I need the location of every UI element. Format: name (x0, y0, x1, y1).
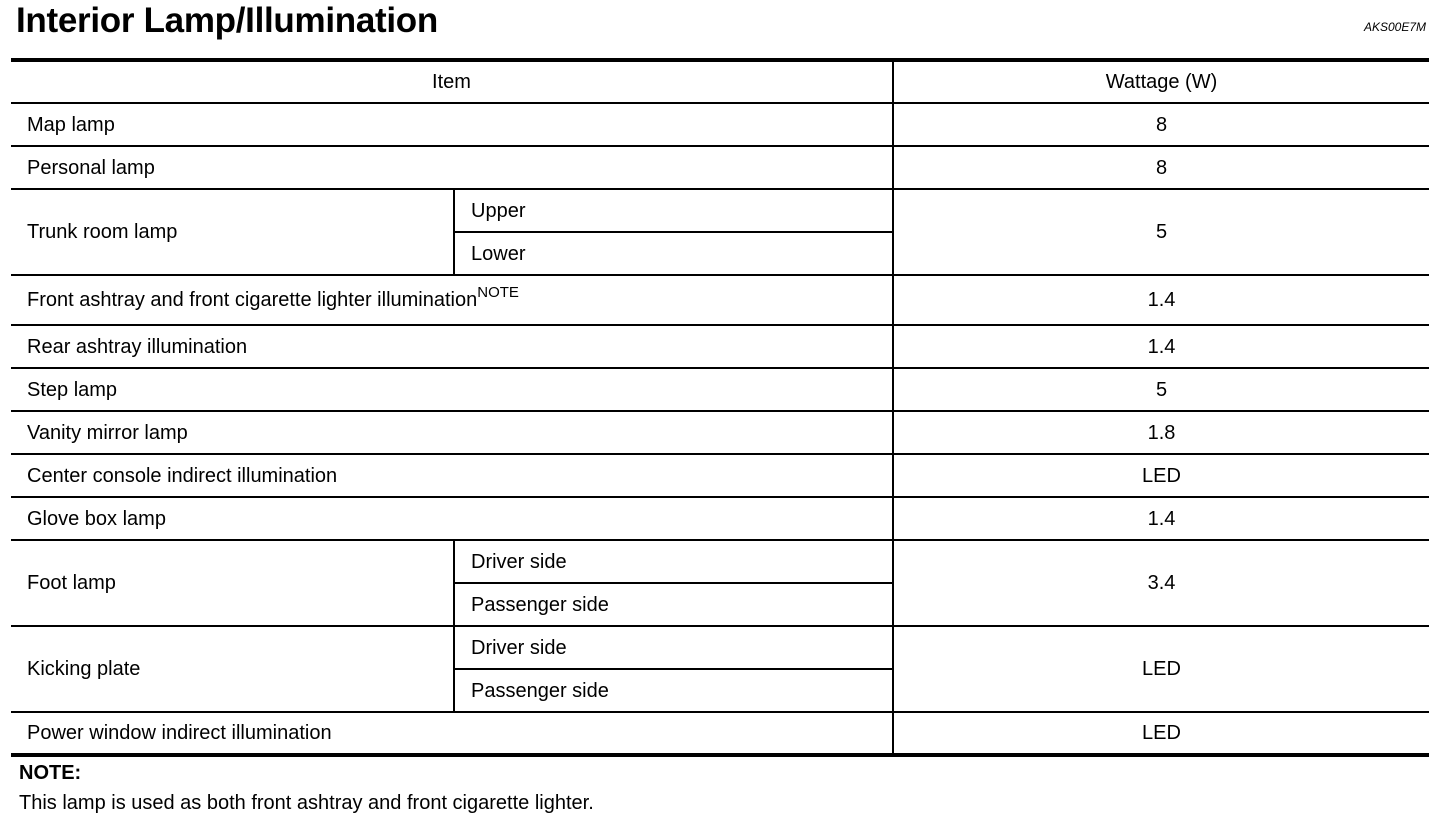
wattage-cell: LED (893, 454, 1429, 497)
item-cell: Vanity mirror lamp (11, 411, 893, 454)
sub-item-cell: Passenger side (454, 583, 893, 626)
table-row (11, 368, 1429, 411)
sub-item-cell: Upper (454, 189, 893, 232)
sub-item-cell: Driver side (454, 540, 893, 583)
wattage-cell: 1.8 (893, 411, 1429, 454)
wattage-cell: LED (893, 712, 1429, 755)
table-row (11, 275, 1429, 325)
table-header-row (11, 60, 1429, 103)
table-row (11, 325, 1429, 368)
item-cell: Center console indirect illumination (11, 454, 893, 497)
sub-item-cell: Driver side (454, 626, 893, 669)
wattage-cell: LED (893, 626, 1429, 712)
wattage-cell: 1.4 (893, 325, 1429, 368)
item-cell: Rear ashtray illumination (11, 325, 893, 368)
item-cell (11, 275, 893, 325)
item-text: Front ashtray and front cigarette lighter illumination (27, 289, 478, 311)
item-cell: Trunk room lamp (11, 189, 454, 275)
table-row (11, 411, 1429, 454)
table-row (11, 712, 1429, 755)
column-header-item: Item (11, 60, 893, 103)
wattage-cell: 3.4 (893, 540, 1429, 626)
item-cell: Glove box lamp (11, 497, 893, 540)
wattage-cell: 5 (893, 189, 1429, 275)
table-row (11, 189, 1429, 232)
item-cell: Personal lamp (11, 146, 893, 189)
lamp-wattage-table (11, 58, 1429, 757)
wattage-cell: 8 (893, 146, 1429, 189)
wattage-cell: 5 (893, 368, 1429, 411)
item-cell: Step lamp (11, 368, 893, 411)
table-row (11, 626, 1429, 669)
item-cell: Map lamp (11, 103, 893, 146)
wattage-cell: 1.4 (893, 497, 1429, 540)
table-row (11, 103, 1429, 146)
table-row (11, 454, 1429, 497)
table-row (11, 540, 1429, 583)
note-text: This lamp is used as both front ashtray and front cigarette lighter. (19, 792, 594, 814)
item-cell: Foot lamp (11, 540, 454, 626)
sub-item-cell: Lower (454, 232, 893, 275)
note-reference: NOTE (477, 284, 519, 301)
table-row (11, 146, 1429, 189)
column-header-wattage: Wattage (W) (893, 60, 1429, 103)
wattage-cell: 8 (893, 103, 1429, 146)
table-row (11, 497, 1429, 540)
wattage-cell: 1.4 (893, 275, 1429, 325)
item-cell: Power window indirect illumination (11, 712, 893, 755)
document-code: AKS00E7M (1363, 20, 1426, 34)
page-title: Interior Lamp/Illumination (16, 1, 438, 40)
sub-item-cell: Passenger side (454, 669, 893, 712)
note-heading: NOTE: (19, 762, 82, 784)
item-cell: Kicking plate (11, 626, 454, 712)
